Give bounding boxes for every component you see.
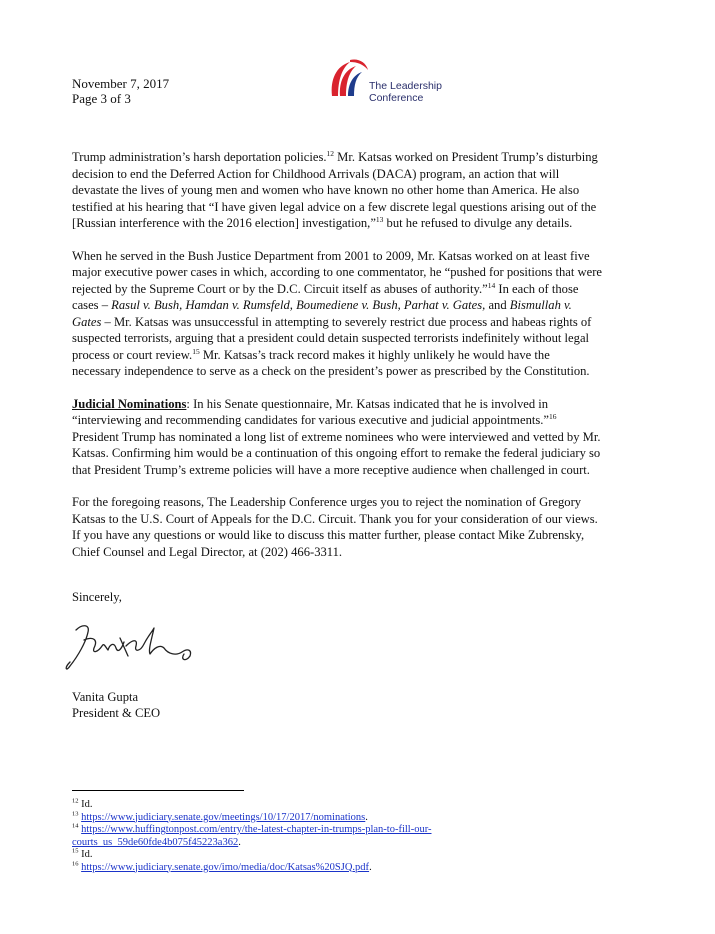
footnote-14-link[interactable]: https://www.huffingtonpost.com/entry/the-latest-chapter-in-trumps-plan-to-fill-our- bbox=[81, 824, 432, 835]
case-names: Rasul v. Bush, Hamdan v. Rumsfeld, Boumediene v. Bush, Parhat v. Gates, bbox=[111, 298, 486, 312]
footnote-ref-16: 16 bbox=[549, 411, 557, 421]
page-number: Page 3 of 3 bbox=[72, 91, 131, 106]
signer-name: Vanita Gupta bbox=[72, 690, 139, 704]
signer-block bbox=[72, 689, 160, 721]
signature-image bbox=[64, 618, 214, 678]
footnotes bbox=[72, 799, 432, 874]
leadership-conference-logo bbox=[326, 58, 456, 108]
footnote-ref-15: 15 bbox=[192, 346, 200, 356]
paragraph-judicial-nominations: Judicial Nominations: In his Senate questionnaire, Mr. Katsas indicated that he is involved in “interviewing and recommending candidates for various executive and judicial appointments.”$^{16}$ President Trump has nominated a long list of extreme nominees who were interviewed and vetted by Mr. Katsas. Confirming him would be a continuation of this ongoing effort to remake the federal judiciary so that President Trump’s extreme policies will have a more receptive audience when challenged in court. bbox=[72, 396, 601, 477]
footnote-15: $^{15}$ Id. bbox=[72, 847, 93, 860]
letter-body bbox=[72, 149, 652, 576]
footnote-ref-12: 12 bbox=[326, 148, 335, 158]
paragraph-bush-justice: When he served in the Bush Justice Department from 2001 to 2009, Mr. Katsas worked on at least five major executive power cases in which, according to one commentator, he “pushed for positions that were rejected by the Supreme Court or by the D.C. Circuit itself as abuses of authority.”$^{14}$ In each of those cases – Rasul v. Bush, Hamdan v. Rumsfeld, Boumediene v. Bush, Parhat v. Gates, and Bismullah v. Gates – Mr. Katsas was unsuccessful in attempting to severely restrict due process and habeas rights of suspected terrorists, arguing that a president could detain suspected terrorists indefinitely without legal process or court review.$^{15}$ Mr. Katsas’s track record makes it highly unlikely he would have the necessary independence to serve as a check on the president’s power as prescribed by the Constitution. bbox=[72, 248, 603, 378]
footnote-14-cont: courts_us_59de60fde4b075f45223a362. bbox=[72, 836, 241, 848]
letter-date: November 7, 2017 bbox=[72, 76, 170, 91]
logo-line-1: The Leadership bbox=[369, 80, 442, 92]
footnote-13-link[interactable]: https://www.judiciary.senate.gov/meetings/10/17/2017/nominations bbox=[81, 811, 366, 823]
logo-line-2: Conference bbox=[369, 92, 424, 104]
footnote-14-link-cont[interactable]: courts_us_59de60fde4b075f45223a362 bbox=[72, 836, 239, 848]
section-heading: Judicial Nominations bbox=[72, 396, 187, 411]
footnote-16: $^{16}$ https://www.judiciary.senate.gov/imo/media/doc/Katsas%20SJQ.pdf. bbox=[72, 860, 372, 873]
signer-title: President & CEO bbox=[72, 706, 161, 720]
paragraph-conclusion: For the foregoing reasons, The Leadership Conference urges you to reject the nomination of Gregory Katsas to the U.S. Court of Appeals for the D.C. Circuit. Thank you for your consideration of our views. If you have any questions or would like to discuss this matter further, please contact Mike Zubrensky, Chief Counsel and Legal Director, at (202) 466-3311. bbox=[72, 495, 598, 559]
footnote-divider bbox=[72, 790, 244, 791]
paragraph-deportation: Trump administration’s harsh deportation policies.$^{12}$ Mr. Katsas worked on President Trump’s disturbing decision to end the Deferred Action for Childhood Arrivals (DACA) program, an action that will devastate the lives of young men and women who have known no other home than America. He also testified at his hearing that “I have given legal advice on a few discrete legal questions arising out of the [Russian interference with the 2016 election] investigation,”$^{13}$ but he refused to divulge any details. bbox=[72, 148, 598, 230]
logo-mark-icon bbox=[326, 58, 368, 98]
letter-header bbox=[72, 76, 169, 106]
footnote-14: $^{14}$ https://www.huffingtonpost.com/entry/the-latest-chapter-in-trumps-plan-to-fill-our- bbox=[72, 822, 432, 835]
footnote-13: $^{13}$ https://www.judiciary.senate.gov/meetings/10/17/2017/nominations. bbox=[72, 810, 368, 823]
footnote-ref-14: 14 bbox=[487, 280, 496, 290]
logo-wordmark bbox=[369, 80, 442, 104]
footnote-ref-13: 13 bbox=[375, 214, 384, 224]
footnote-12: $^{12}$ Id. bbox=[72, 797, 93, 810]
salutation: Sincerely, bbox=[72, 590, 122, 604]
footnote-16-link[interactable]: https://www.judiciary.senate.gov/imo/media/doc/Katsas%20SJQ.pdf bbox=[81, 861, 370, 873]
